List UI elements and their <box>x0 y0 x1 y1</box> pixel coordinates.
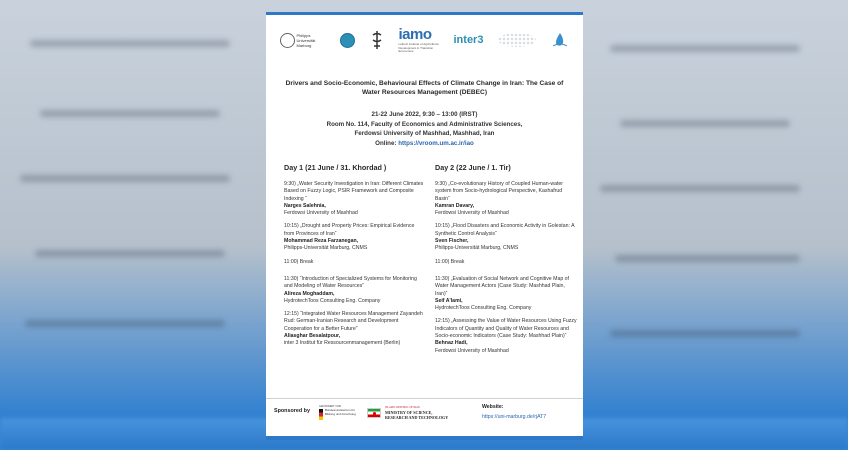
program-entry: 12:15) “Integrated Water Resources Management Zayandeh Rud: German-Iranian Research and Development Cooperation for a Better Future” Aliasghar Besalatpour, inter 3 Institut für Ressourcenmanagement (Berlin) <box>284 311 423 347</box>
event-date: 21-22 June 2022, 9:30 – 13:00 (IRST) <box>371 111 478 118</box>
program-entry: 10:15) „Drought and Property Prices: Empirical Evidence from Provinces of Iran“ Mohammad Reza Farzanegan, Philipps-Universität Marburg, CNMS <box>284 223 415 252</box>
day1-column <box>284 163 426 354</box>
online-label: Online: <box>375 139 397 147</box>
event-university: Ferdowsi University of Mashhad, Mashhad, Iran <box>354 130 495 138</box>
philipps-logo: Philipps Universität Marburg <box>280 33 325 48</box>
bmbf-logo: GEFÖRDERT VOM Bundesministerium für Bildung und Forschung <box>319 405 359 420</box>
calligraphy-emblem-logo <box>370 30 384 50</box>
ministry-logo: ISLAMIC REPUBLIC OF IRAN MINISTRY OF SCIENCE, RESEARCH AND TECHNOLOGY <box>367 406 487 420</box>
german-flag-icon <box>319 409 323 420</box>
dotted-map-logo <box>498 33 536 47</box>
poster-footer <box>266 398 583 436</box>
day2-heading: Day 2 (22 June / 1. Tir) <box>435 163 511 172</box>
website-link[interactable]: https://uni-marburg.de/rjAT7 <box>482 414 547 420</box>
program-entry: 9:30) „Water Security Investigation in Iran: Different Climates Based on Fuzzy Logic, PSIR Framework and Composite Indexing “ Narges Salehnia, Ferdowsi University of Mashhad <box>284 181 424 217</box>
water-logo <box>551 31 569 49</box>
online-link[interactable]: https://vroom.um.ac.ir/iao <box>398 139 474 147</box>
break-entry: 11:00) Break <box>435 258 465 265</box>
program-entry: 12:15) „Assessing the Value of Water Resources Using Fuzzy Indicators of Quantity and Quality of Water Resources and Socio-economic Indicators (Case Study: Mashhad Plain)“ Behnaz Hadi, Ferdowsi University of Mashhad <box>435 318 577 354</box>
event-poster <box>266 12 583 440</box>
logo-strip <box>266 25 583 55</box>
inter3-logo: inter3 <box>453 34 484 46</box>
website-block <box>482 404 582 420</box>
program-entry: 9:30) „Co-evolutionary History of Coupled Human-water system from Socio-hydrological Perspective, Kashafrud Basin“ Kamran Davary, Ferdowsi University of Mashhad <box>435 181 564 217</box>
website-label: Website: <box>482 404 504 410</box>
event-room: Room No. 114, Faculty of Economics and Administrative Sciences, <box>326 120 523 128</box>
event-online <box>276 139 573 149</box>
program-entry: 10:15) „Flood Disasters and Economic Activity in Golestan: A Synthetic Control Analysis“ Sven Fischer, Philipps-Universität Marburg, CNMS <box>435 223 575 252</box>
program-entry: 11:30) “Introduction of Specialized Systems for Monitoring and Modeling of Water Resources” Alireza Moghaddam, HydrotechToos Consulting Eng. Company <box>284 275 417 304</box>
sponsored-label: Sponsored by <box>274 408 310 414</box>
day2-column <box>435 163 577 361</box>
break-entry: 11:00) Break <box>284 258 314 265</box>
program-entry: 11:30) „Evaluation of Social Network and Cognitive Map of Water Management Actors (Case Study: Mashhad Plain, Iran)“ Seif A'lami, HydrotechToos Consulting Eng. Company <box>435 275 569 312</box>
ferdowsi-seal-logo <box>340 33 355 48</box>
iran-emblem-icon <box>367 408 381 418</box>
iamo-logo: iamo Leibniz Institute of Agricultural Development in Transition Economies <box>398 26 439 54</box>
event-title: Drivers and Socio-Economic, Behavioural Effects of Climate Change in Iran: The Case of Water Resources Management (DEBEC) <box>285 80 564 96</box>
event-info <box>276 110 573 148</box>
day1-heading: Day 1 (21 June / 31. Khordad ) <box>284 163 387 172</box>
